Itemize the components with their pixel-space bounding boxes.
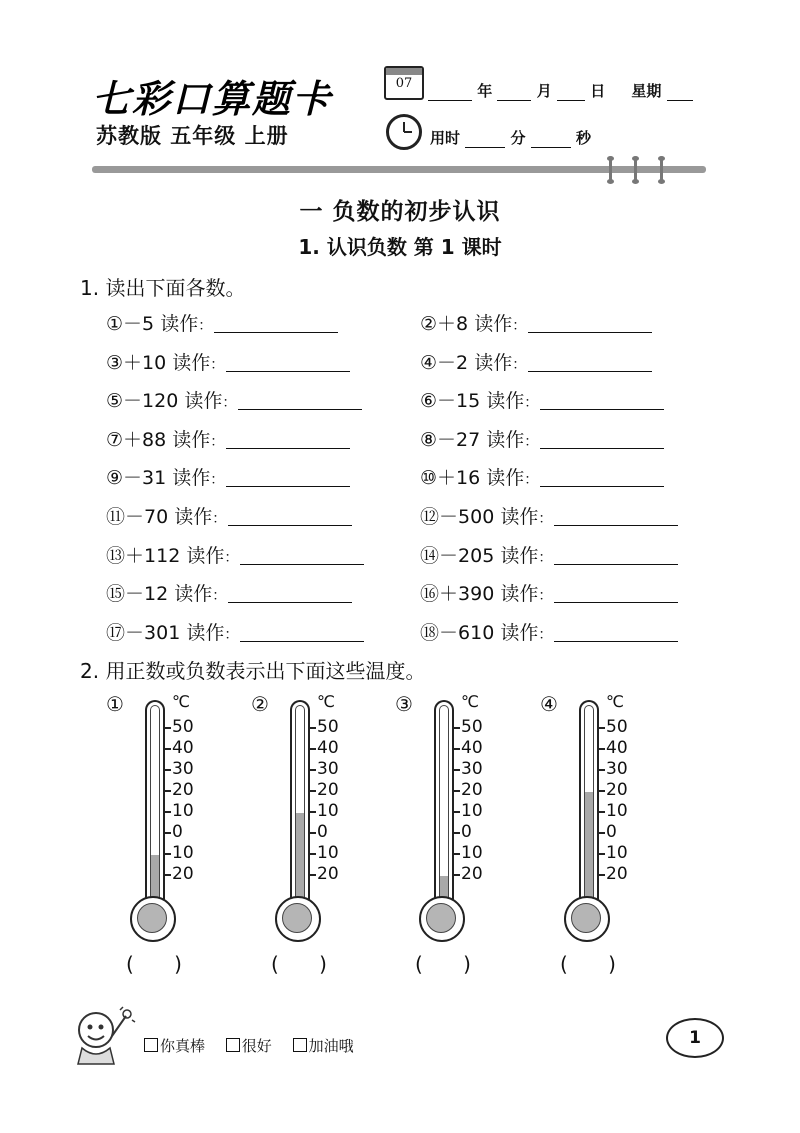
scale-label: 20 — [172, 780, 194, 800]
scale-tick — [310, 832, 316, 834]
thermometer — [540, 692, 680, 992]
scale-tick — [310, 811, 316, 813]
item-value: －70 — [125, 506, 169, 528]
answer-blank[interactable] — [540, 430, 664, 449]
scale-label: 30 — [172, 759, 194, 779]
scale-tick — [454, 769, 460, 771]
answer-blank[interactable] — [240, 623, 364, 642]
answer-blank[interactable] — [228, 507, 352, 526]
scale-tick — [165, 727, 171, 729]
read-label: 读作 — [172, 428, 211, 451]
item-value: －12 — [125, 583, 169, 606]
scale-label: 50 — [172, 717, 194, 737]
binder-ring-icon — [660, 158, 663, 182]
answer-blank[interactable] — [238, 391, 362, 410]
scale-tick — [599, 874, 605, 876]
read-item: ⑬＋112 读作： — [106, 541, 364, 568]
day-label: 日 — [590, 82, 606, 100]
thermometer-tube — [145, 700, 165, 912]
item-value: －500 — [439, 506, 495, 528]
item-number: ⑦ — [106, 428, 124, 451]
item-value: －5 — [123, 313, 155, 335]
scale-tick — [310, 853, 316, 855]
item-number: ⑮ — [106, 583, 126, 606]
scale-label: 30 — [317, 759, 339, 779]
scale-label: 40 — [317, 738, 339, 758]
scale-tick — [599, 853, 605, 855]
read-item: ⑦＋88 读作： — [106, 425, 350, 452]
scale-label: 20 — [461, 780, 483, 800]
scale-tick — [165, 769, 171, 771]
scale-label: 10 — [317, 843, 339, 863]
read-item: ⑥－15 读作： — [420, 386, 664, 413]
item-value: ＋10 — [123, 351, 167, 374]
item-number: ⑨ — [106, 467, 124, 490]
read-item: ⑭－205 读作： — [420, 541, 678, 568]
item-value: ＋88 — [123, 428, 167, 451]
weekday-label: 星期 — [631, 82, 662, 100]
answer-blank[interactable] — [528, 353, 652, 372]
answer-blank[interactable] — [226, 430, 350, 449]
scale-tick — [454, 832, 460, 834]
scale-label: 10 — [461, 801, 483, 821]
scale-tick — [310, 790, 316, 792]
clock-icon — [386, 114, 422, 150]
item-number: ⑥ — [420, 390, 438, 413]
read-item: ④－2 读作： — [420, 348, 652, 375]
scale-tick — [165, 874, 171, 876]
read-item: ②＋8 读作： — [420, 309, 652, 336]
answer-blank[interactable] — [240, 546, 364, 565]
read-item: ⑮－12 读作： — [106, 579, 352, 606]
unit-label: ℃ — [172, 692, 190, 711]
scale-label: 10 — [461, 843, 483, 863]
header-divider — [92, 166, 706, 173]
read-item: ⑱－610 读作： — [420, 618, 678, 645]
read-item: ⑯＋390 读作： — [420, 579, 678, 606]
scale-label: 30 — [461, 759, 483, 779]
read-label: 读作 — [186, 621, 225, 644]
praise-options — [144, 1035, 370, 1056]
unit-label: ℃ — [317, 692, 335, 711]
item-number: ⑤ — [106, 390, 124, 413]
read-item: ⑰－301 读作： — [106, 618, 364, 645]
item-value: －205 — [439, 544, 495, 567]
year-label: 年 — [477, 82, 493, 100]
checkbox-icon[interactable] — [226, 1038, 240, 1052]
read-item: ⑩＋16 读作： — [420, 463, 664, 490]
answer-blank[interactable] — [528, 314, 652, 333]
answer-blank[interactable] — [226, 353, 350, 372]
item-number: ⑩ — [420, 467, 438, 490]
scale-label: 40 — [461, 738, 483, 758]
scale-tick — [454, 811, 460, 813]
read-label: 读作 — [172, 351, 211, 374]
read-label: 读作 — [474, 313, 513, 335]
item-value: ＋8 — [437, 313, 469, 335]
binder-ring-icon — [634, 158, 637, 182]
item-number: ⑰ — [106, 621, 126, 644]
item-number: ③ — [106, 351, 124, 374]
item-number: ⑫ — [420, 506, 440, 528]
read-label: 读作 — [486, 467, 525, 490]
read-label: 读作 — [500, 621, 539, 644]
read-label: 读作 — [500, 544, 539, 567]
time-used-label: 用时 — [430, 129, 461, 147]
answer-parentheses[interactable]: ( ) — [415, 952, 471, 976]
scale-label: 40 — [606, 738, 628, 758]
item-value: －301 — [125, 621, 181, 644]
calendar-icon — [384, 66, 424, 100]
scale-label: 20 — [317, 864, 339, 884]
read-label: 读作 — [160, 313, 199, 335]
scale-tick — [599, 748, 605, 750]
scale-label: 0 — [461, 822, 472, 842]
scale-label: 0 — [317, 822, 328, 842]
scale-tick — [165, 811, 171, 813]
scale-tick — [310, 769, 316, 771]
read-label: 读作 — [172, 467, 211, 490]
read-label: 读作 — [186, 544, 225, 567]
thermometer-bulb — [419, 896, 465, 942]
item-number: ⑱ — [420, 621, 440, 644]
item-value: ＋16 — [437, 467, 481, 490]
thermometer — [395, 692, 535, 992]
read-label: 读作 — [184, 390, 223, 413]
answer-blank[interactable] — [540, 468, 664, 487]
read-item: ⑫－500 读作： — [420, 502, 678, 529]
scale-label: 50 — [606, 717, 628, 737]
read-label: 读作 — [174, 583, 213, 606]
scale-label: 0 — [172, 822, 183, 842]
scale-label: 50 — [461, 717, 483, 737]
question-2-prompt: 2. 用正数或负数表示出下面这些温度。 — [80, 659, 426, 683]
scale-tick — [310, 727, 316, 729]
answer-blank[interactable] — [554, 623, 678, 642]
read-item: ⑧－27 读作： — [420, 425, 664, 452]
scale-tick — [310, 748, 316, 750]
scale-tick — [454, 727, 460, 729]
read-label: 读作 — [500, 506, 539, 528]
scale-label: 20 — [317, 780, 339, 800]
read-label: 读作 — [500, 583, 539, 606]
read-label: 读作 — [474, 351, 513, 374]
item-number: ⑧ — [420, 428, 438, 451]
answer-parentheses[interactable]: ( ) — [560, 952, 616, 976]
thermometer-tube — [434, 700, 454, 912]
thermometer-tube — [579, 700, 599, 912]
answer-parentheses[interactable]: ( ) — [126, 952, 182, 976]
scale-label: 10 — [172, 843, 194, 863]
item-value: －610 — [439, 621, 495, 644]
praise-great[interactable]: 你真棒 — [144, 1037, 205, 1055]
scale-tick — [454, 748, 460, 750]
mercury-fill — [585, 792, 593, 912]
praise-good[interactable]: 很好 — [226, 1037, 272, 1055]
scale-tick — [454, 874, 460, 876]
scale-label: 10 — [606, 843, 628, 863]
item-number: ① — [106, 313, 124, 335]
scale-label: 20 — [606, 864, 628, 884]
binder-ring-icon — [609, 158, 612, 182]
scale-tick — [454, 790, 460, 792]
read-label: 读作 — [174, 506, 213, 528]
answer-parentheses[interactable]: ( ) — [271, 952, 327, 976]
unit-label: ℃ — [461, 692, 479, 711]
read-label: 读作 — [486, 390, 525, 413]
page-number: 1 — [666, 1018, 724, 1058]
item-number: ⑪ — [106, 506, 126, 528]
scale-label: 20 — [606, 780, 628, 800]
thermometer-number: ② — [251, 692, 269, 716]
brand-title: 七彩口算题卡 — [92, 76, 333, 121]
scale-label: 50 — [317, 717, 339, 737]
thermometer — [106, 692, 246, 992]
scale-tick — [165, 853, 171, 855]
scale-label: 30 — [606, 759, 628, 779]
thermometer-bulb — [130, 896, 176, 942]
answer-blank[interactable] — [554, 507, 678, 526]
item-value: －27 — [437, 428, 481, 451]
scale-tick — [454, 853, 460, 855]
scale-tick — [599, 790, 605, 792]
checkbox-icon[interactable] — [144, 1038, 158, 1052]
answer-blank[interactable] — [554, 546, 678, 565]
scale-label: 20 — [461, 864, 483, 884]
scale-label: 40 — [172, 738, 194, 758]
thermometer-number: ③ — [395, 692, 413, 716]
answer-blank[interactable] — [554, 584, 678, 603]
item-value: －2 — [437, 351, 469, 374]
chapter-title: 一 负数的初步认识 — [299, 199, 501, 225]
item-number: ④ — [420, 351, 438, 374]
scale-tick — [599, 832, 605, 834]
scale-label: 10 — [317, 801, 339, 821]
scale-label: 10 — [172, 801, 194, 821]
answer-blank[interactable] — [228, 584, 352, 603]
item-value: ＋390 — [439, 583, 495, 606]
scale-label: 20 — [172, 864, 194, 884]
scale-tick — [599, 727, 605, 729]
item-number: ② — [420, 313, 438, 335]
praise-keep-going[interactable]: 加油哦 — [293, 1037, 354, 1055]
answer-blank[interactable] — [226, 468, 350, 487]
read-item: ⑪－70 读作： — [106, 502, 352, 529]
edition-label: 苏教版 五年级 上册 — [96, 124, 289, 148]
checkbox-icon[interactable] — [293, 1038, 307, 1052]
item-value: －120 — [123, 390, 179, 413]
thermometer — [251, 692, 391, 992]
question-1-prompt: 1. 读出下面各数。 — [80, 276, 246, 300]
read-item: ⑨－31 读作： — [106, 463, 350, 490]
read-item: ①－5 读作： — [106, 309, 338, 336]
scale-tick — [165, 790, 171, 792]
item-value: －15 — [437, 390, 481, 413]
scale-label: 0 — [606, 822, 617, 842]
item-number: ⑬ — [106, 544, 126, 567]
read-item: ⑤－120 读作： — [106, 386, 362, 413]
scale-tick — [599, 811, 605, 813]
second-label: 秒 — [575, 129, 591, 147]
scale-tick — [165, 832, 171, 834]
calendar-day: 07 — [395, 76, 413, 91]
read-item: ③＋10 读作： — [106, 348, 350, 375]
thermometer-number: ④ — [540, 692, 558, 716]
item-value: －31 — [123, 467, 167, 490]
answer-blank[interactable] — [540, 391, 664, 410]
thermometer-number: ① — [106, 692, 124, 716]
time-line — [430, 127, 591, 148]
read-label: 读作 — [486, 428, 525, 451]
unit-label: ℃ — [606, 692, 624, 711]
month-label: 月 — [536, 82, 552, 100]
item-value: ＋112 — [125, 544, 181, 567]
mascot-icon — [70, 1006, 136, 1066]
minute-label: 分 — [510, 129, 526, 147]
lesson-title: 1. 认识负数 第 1 课时 — [298, 235, 502, 259]
answer-blank[interactable] — [214, 314, 338, 333]
thermometer-bulb — [275, 896, 321, 942]
scale-label: 10 — [606, 801, 628, 821]
item-number: ⑭ — [420, 544, 440, 567]
thermometer-bulb — [564, 896, 610, 942]
scale-tick — [310, 874, 316, 876]
scale-tick — [599, 769, 605, 771]
date-line — [428, 80, 693, 101]
item-number: ⑯ — [420, 583, 440, 606]
scale-tick — [165, 748, 171, 750]
thermometer-tube — [290, 700, 310, 912]
